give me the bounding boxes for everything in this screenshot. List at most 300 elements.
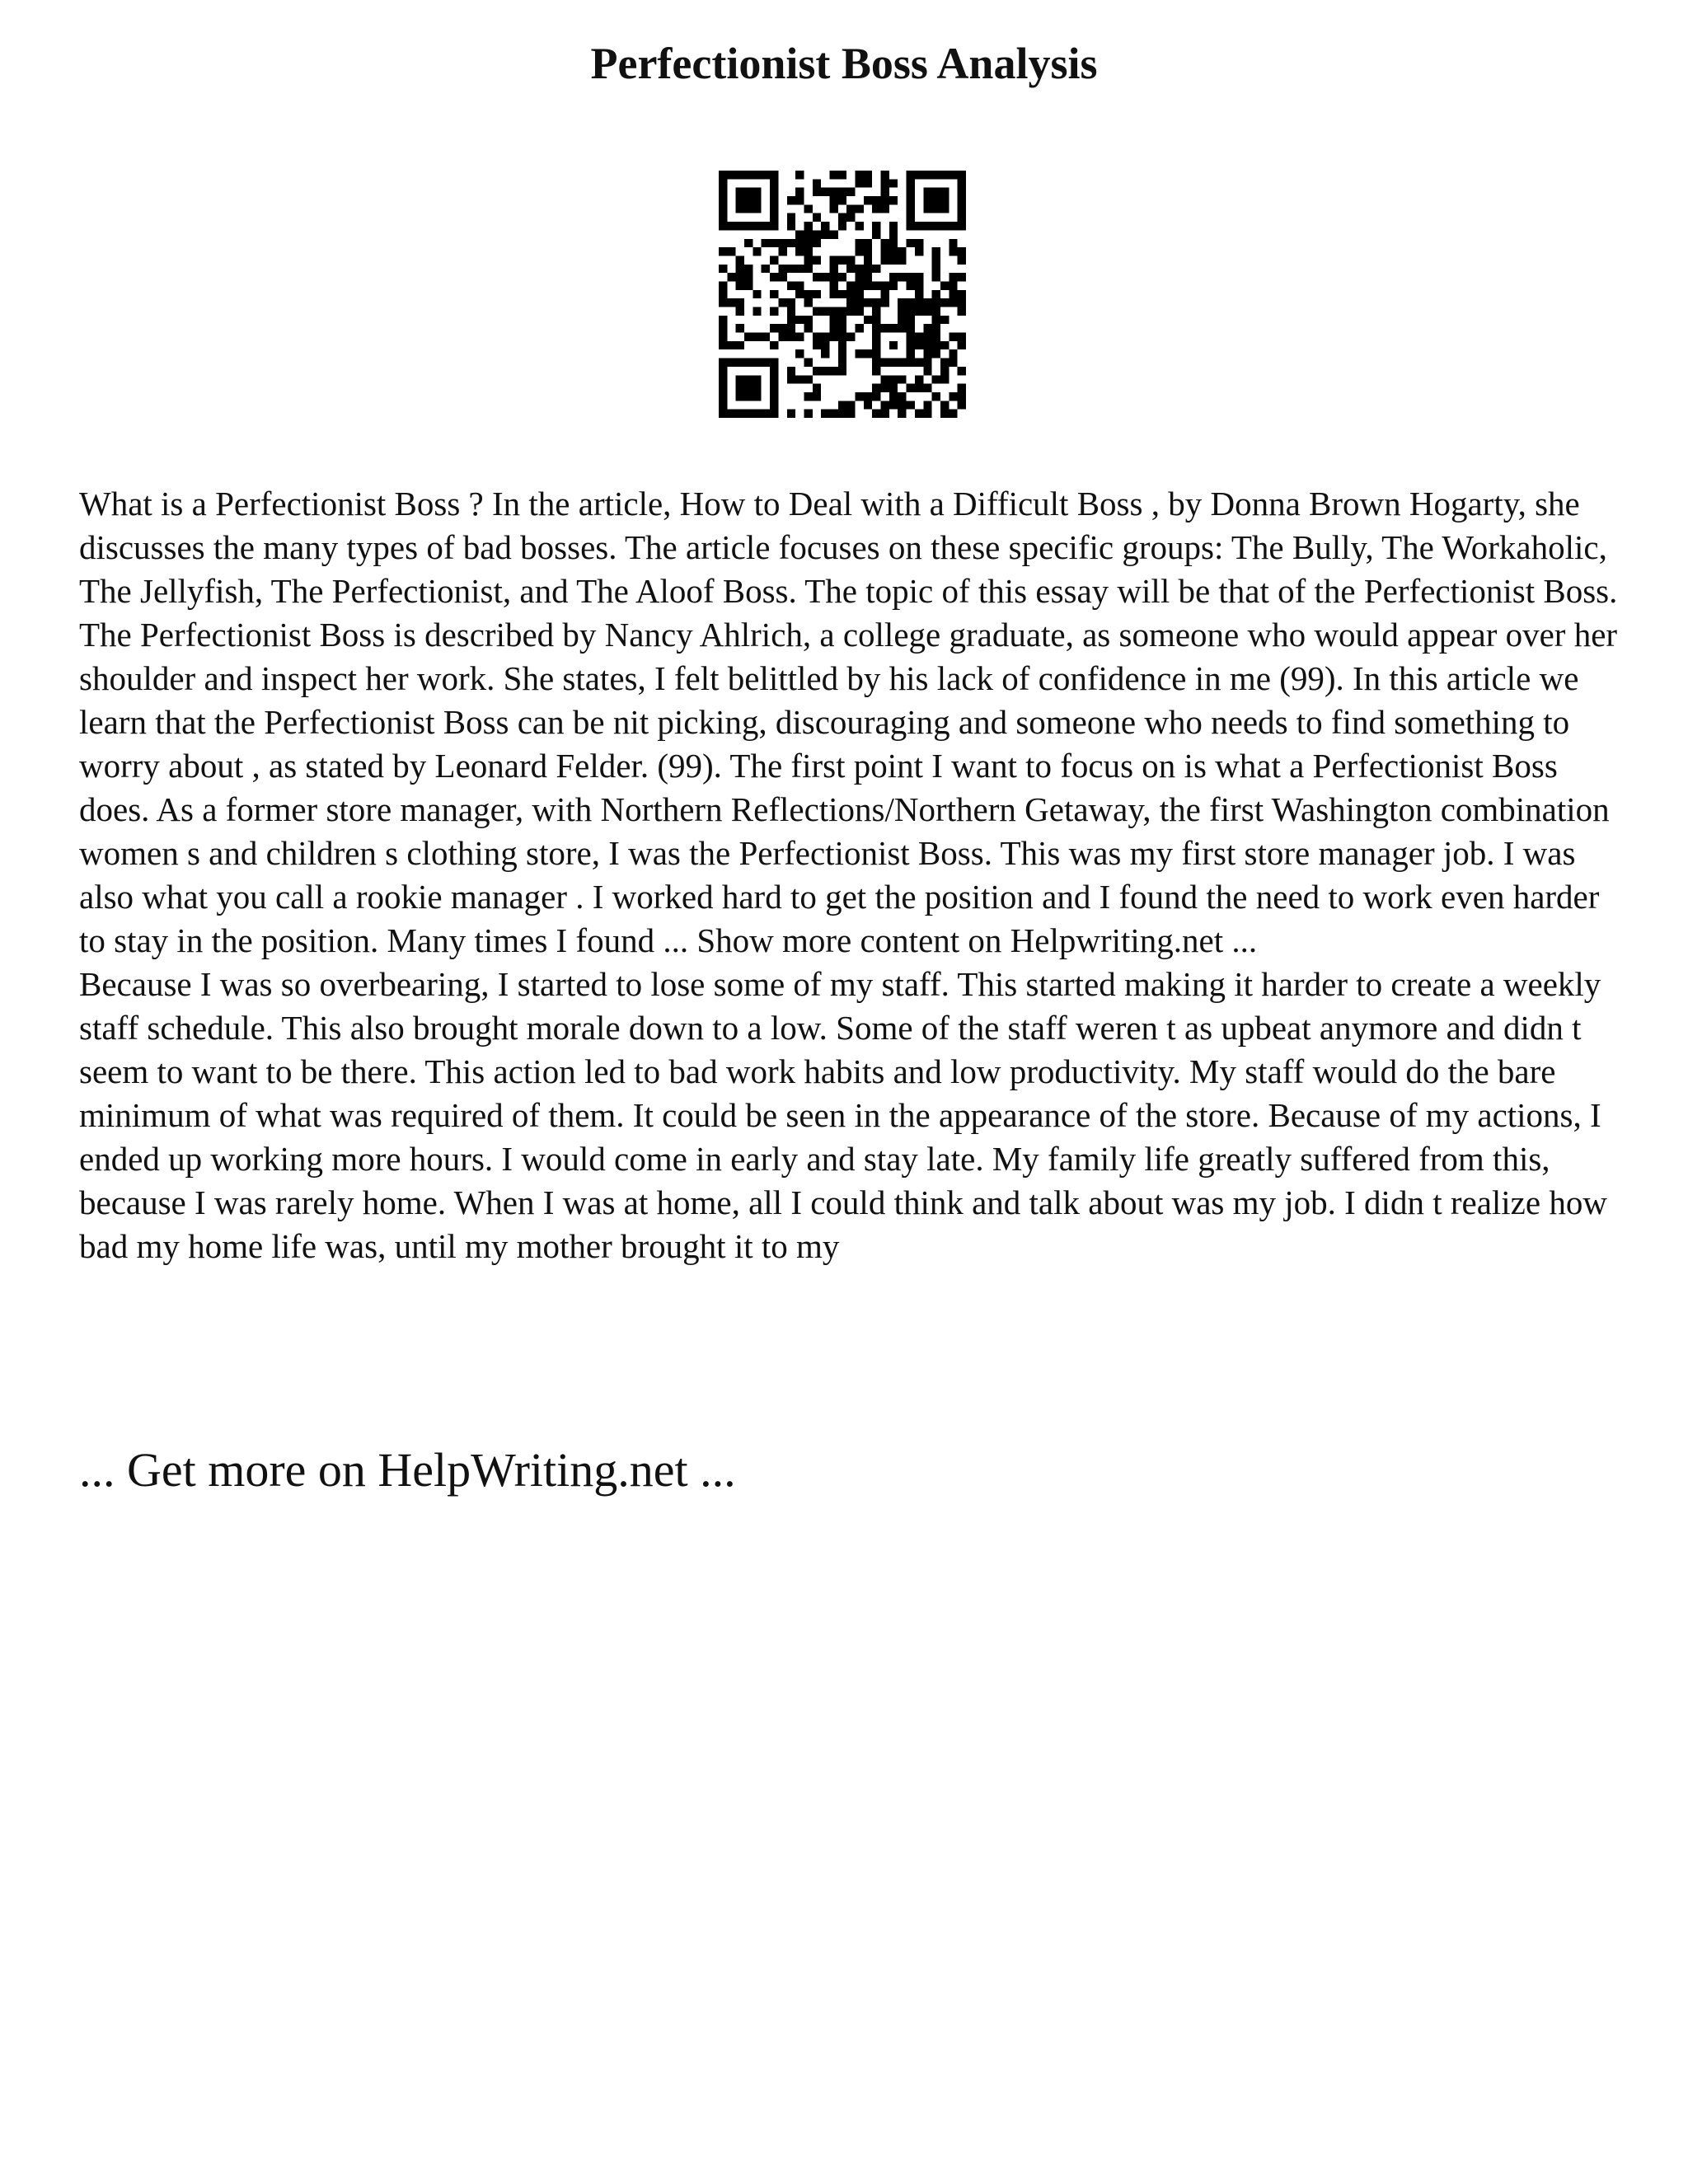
qr-module xyxy=(829,281,837,289)
qr-module xyxy=(932,298,940,307)
qr-module xyxy=(795,265,804,273)
qr-module xyxy=(932,341,940,349)
qr-module xyxy=(907,239,915,247)
qr-module xyxy=(744,196,753,204)
qr-module xyxy=(958,188,966,196)
qr-module xyxy=(838,401,846,409)
qr-module xyxy=(744,359,753,367)
qr-module xyxy=(846,307,855,316)
qr-module xyxy=(923,307,931,316)
qr-module xyxy=(940,410,949,418)
qr-code-icon xyxy=(719,171,966,418)
qr-module xyxy=(872,341,880,349)
qr-module xyxy=(932,188,940,196)
qr-module xyxy=(872,359,880,367)
qr-module xyxy=(932,290,940,298)
qr-module xyxy=(804,247,812,255)
qr-module xyxy=(753,247,761,255)
qr-module xyxy=(753,384,761,392)
qr-module xyxy=(804,204,812,213)
qr-module xyxy=(813,307,821,316)
qr-module xyxy=(864,196,872,204)
qr-module xyxy=(778,324,786,332)
qr-module xyxy=(864,171,872,179)
qr-module xyxy=(889,230,898,238)
qr-module xyxy=(770,410,778,418)
qr-module xyxy=(804,222,812,230)
qr-module xyxy=(915,333,923,341)
qr-module xyxy=(770,341,778,349)
qr-module xyxy=(838,171,846,179)
qr-module xyxy=(872,204,880,213)
qr-module xyxy=(770,179,778,187)
qr-module xyxy=(838,255,846,264)
qr-module xyxy=(881,359,889,367)
qr-module xyxy=(744,188,753,196)
qr-module xyxy=(744,171,753,179)
qr-module xyxy=(762,410,770,418)
qr-module xyxy=(719,204,727,213)
qr-module xyxy=(915,359,923,367)
qr-module xyxy=(829,367,837,375)
qr-module xyxy=(864,349,872,358)
qr-module xyxy=(889,179,898,187)
qr-module xyxy=(881,188,889,196)
qr-module xyxy=(838,213,846,222)
qr-module xyxy=(872,324,880,332)
qr-module xyxy=(915,410,923,418)
qr-module xyxy=(898,359,906,367)
qr-module xyxy=(770,255,778,264)
qr-module xyxy=(770,367,778,375)
qr-module xyxy=(719,222,727,230)
qr-module xyxy=(778,239,786,247)
qr-module xyxy=(872,307,880,316)
qr-module xyxy=(958,333,966,341)
qr-module xyxy=(856,307,864,316)
qr-module xyxy=(856,298,864,307)
qr-module xyxy=(898,307,906,316)
qr-module xyxy=(856,171,864,179)
qr-module xyxy=(838,341,846,349)
qr-module xyxy=(846,410,855,418)
qr-module xyxy=(829,188,837,196)
qr-module xyxy=(838,196,846,204)
qr-module xyxy=(958,290,966,298)
qr-module xyxy=(744,222,753,230)
qr-module xyxy=(923,324,931,332)
qr-module xyxy=(795,375,804,383)
qr-module xyxy=(753,196,761,204)
qr-module xyxy=(932,324,940,332)
qr-module xyxy=(736,171,744,179)
qr-module xyxy=(881,247,889,255)
qr-module xyxy=(932,265,940,273)
qr-module xyxy=(856,222,864,230)
qr-module xyxy=(838,324,846,332)
qr-module xyxy=(813,273,821,281)
qr-module xyxy=(804,255,812,264)
qr-module xyxy=(872,196,880,204)
qr-module xyxy=(795,188,804,196)
qr-module xyxy=(932,255,940,264)
qr-module xyxy=(821,341,829,349)
qr-module xyxy=(753,290,761,298)
qr-module xyxy=(881,239,889,247)
qr-module xyxy=(778,333,786,341)
qr-module xyxy=(829,316,837,324)
qr-module xyxy=(813,179,821,187)
qr-module xyxy=(813,188,821,196)
qr-module xyxy=(864,273,872,281)
qr-module xyxy=(770,171,778,179)
qr-module xyxy=(778,265,786,273)
qr-module xyxy=(864,255,872,264)
qr-module xyxy=(838,188,846,196)
qr-module xyxy=(949,273,957,281)
qr-module xyxy=(923,367,931,375)
qr-module xyxy=(787,316,795,324)
qr-module xyxy=(744,239,753,247)
qr-module xyxy=(762,171,770,179)
qr-module xyxy=(787,222,795,230)
qr-module xyxy=(856,247,864,255)
qr-module xyxy=(949,349,957,358)
qr-module xyxy=(804,392,812,401)
qr-module xyxy=(958,273,966,281)
qr-module xyxy=(907,213,915,222)
qr-module xyxy=(838,307,846,316)
qr-module xyxy=(872,316,880,324)
qr-module xyxy=(907,281,915,289)
qr-module xyxy=(872,281,880,289)
qr-module xyxy=(829,410,837,418)
qr-module xyxy=(719,367,727,375)
qr-module xyxy=(838,333,846,341)
qr-module xyxy=(872,384,880,392)
qr-module xyxy=(829,333,837,341)
qr-module xyxy=(787,298,795,307)
qr-module xyxy=(795,247,804,255)
qr-module xyxy=(872,392,880,401)
qr-module xyxy=(778,247,786,255)
qr-module xyxy=(932,316,940,324)
qr-module xyxy=(907,222,915,230)
qr-module xyxy=(744,410,753,418)
qr-module xyxy=(795,333,804,341)
qr-module xyxy=(727,222,735,230)
qr-module xyxy=(940,367,949,375)
qr-module xyxy=(856,239,864,247)
qr-module xyxy=(787,239,795,247)
qr-module xyxy=(864,265,872,273)
qr-module xyxy=(804,410,812,418)
qr-module xyxy=(846,281,855,289)
qr-module xyxy=(907,349,915,358)
qr-module xyxy=(821,230,829,238)
qr-module xyxy=(727,273,735,281)
qr-module xyxy=(872,367,880,375)
qr-module xyxy=(932,307,940,316)
qr-module xyxy=(907,324,915,332)
qr-module xyxy=(753,333,761,341)
qr-module xyxy=(907,298,915,307)
qr-module xyxy=(898,316,906,324)
qr-module xyxy=(770,222,778,230)
qr-module xyxy=(762,265,770,273)
qr-module xyxy=(736,392,744,401)
qr-module xyxy=(949,222,957,230)
qr-module xyxy=(753,171,761,179)
qr-module xyxy=(846,333,855,341)
qr-module xyxy=(898,273,906,281)
qr-module xyxy=(727,171,735,179)
qr-module xyxy=(719,265,727,273)
qr-module xyxy=(846,255,855,264)
qr-module xyxy=(753,410,761,418)
qr-module xyxy=(872,230,880,238)
qr-module xyxy=(940,281,949,289)
qr-module xyxy=(881,281,889,289)
qr-module xyxy=(770,273,778,281)
qr-module xyxy=(915,239,923,247)
qr-module xyxy=(719,247,727,255)
qr-module xyxy=(736,341,744,349)
qr-module xyxy=(889,273,898,281)
qr-module xyxy=(932,247,940,255)
qr-module xyxy=(864,239,872,247)
qr-module xyxy=(795,281,804,289)
qr-module xyxy=(940,298,949,307)
qr-module xyxy=(821,222,829,230)
qr-module xyxy=(787,375,795,383)
qr-module xyxy=(907,204,915,213)
qr-module xyxy=(813,255,821,264)
qr-module xyxy=(881,410,889,418)
qr-module xyxy=(881,196,889,204)
qr-module xyxy=(915,171,923,179)
qr-module xyxy=(795,196,804,204)
qr-module xyxy=(727,359,735,367)
qr-module xyxy=(872,333,880,341)
qr-module xyxy=(864,392,872,401)
qr-module xyxy=(744,392,753,401)
qr-module xyxy=(736,359,744,367)
qr-module xyxy=(856,324,864,332)
qr-module xyxy=(889,281,898,289)
qr-module xyxy=(744,384,753,392)
qr-module xyxy=(940,196,949,204)
qr-module xyxy=(881,375,889,383)
qr-module xyxy=(821,333,829,341)
qr-module xyxy=(889,359,898,367)
qr-module xyxy=(736,298,744,307)
qr-module xyxy=(838,349,846,358)
qr-module xyxy=(932,196,940,204)
qr-module xyxy=(958,171,966,179)
qr-module xyxy=(958,341,966,349)
qr-module xyxy=(762,239,770,247)
qr-module xyxy=(770,307,778,316)
qr-module xyxy=(719,316,727,324)
qr-module xyxy=(727,298,735,307)
qr-module xyxy=(838,316,846,324)
get-more-link[interactable]: ... Get more on HelpWriting.net ... xyxy=(79,1443,736,1497)
qr-module xyxy=(821,349,829,358)
qr-module xyxy=(898,324,906,332)
qr-module xyxy=(770,384,778,392)
qr-module xyxy=(778,273,786,281)
qr-module xyxy=(915,375,923,383)
qr-module xyxy=(923,196,931,204)
qr-module xyxy=(940,401,949,409)
essay-body xyxy=(79,482,1620,1268)
qr-module xyxy=(829,204,837,213)
essay-paragraph-1: What is a Perfectionist Boss ? In the article, How to Deal with a Difficult Boss , by Donna Brown Hogarty, she discusses the many types of bad bosses. The article focuses on these specific groups: The Bully, The Workaholic, The Jellyfish, The Perfectionist, and The Aloof Boss. The topic of this essay will be that of the Perfectionist Boss. The Perfectionist Boss is described by Nancy Ahlrich, a college graduate, as someone who would appear over her shoulder and inspect her work. She states, I felt belittled by his lack of confidence in me (99). In this article we learn that the Perfectionist Boss can be nit picking, discouraging and someone who needs to find something to worry about , as stated by Leonard Felder. (99). The first point I want to focus on is what a Perfectionist Boss does. As a former store manager, with Northern Reflections/Northern Getaway, the first Washington combination women s and children s clothing store, I was the Perfectionist Boss. This was my first store manager job. I was also what you call a rookie manager . I worked hard to get the position and I found the need to work even harder to stay in the position. Many times I found ... Show more content on Helpwriting.net ... xyxy=(79,485,1618,959)
qr-module xyxy=(787,265,795,273)
qr-module xyxy=(804,290,812,298)
qr-module xyxy=(795,290,804,298)
qr-module xyxy=(856,281,864,289)
qr-module xyxy=(881,179,889,187)
qr-module xyxy=(719,324,727,332)
qr-module xyxy=(958,179,966,187)
qr-module xyxy=(787,333,795,341)
qr-module xyxy=(719,281,727,289)
qr-module xyxy=(753,392,761,401)
qr-module xyxy=(778,298,786,307)
qr-module xyxy=(838,367,846,375)
qr-module xyxy=(838,273,846,281)
qr-module xyxy=(949,359,957,367)
qr-module xyxy=(932,204,940,213)
qr-module xyxy=(829,324,837,332)
qr-module xyxy=(889,384,898,392)
qr-module xyxy=(915,222,923,230)
qr-module xyxy=(856,290,864,298)
qr-module xyxy=(727,341,735,349)
qr-module xyxy=(889,324,898,332)
qr-module xyxy=(829,307,837,316)
qr-module xyxy=(907,179,915,187)
qr-module xyxy=(821,273,829,281)
qr-module xyxy=(770,359,778,367)
qr-module xyxy=(787,307,795,316)
qr-module xyxy=(958,298,966,307)
qr-module xyxy=(770,204,778,213)
qr-module xyxy=(949,290,957,298)
qr-module xyxy=(829,265,837,273)
qr-module xyxy=(829,171,837,179)
qr-module xyxy=(864,316,872,324)
qr-module xyxy=(932,333,940,341)
qr-module xyxy=(915,281,923,289)
qr-module xyxy=(889,401,898,409)
qr-module xyxy=(856,179,864,187)
qr-module xyxy=(719,384,727,392)
qr-module xyxy=(719,171,727,179)
qr-module xyxy=(881,255,889,264)
qr-module xyxy=(719,375,727,383)
qr-module xyxy=(736,307,744,316)
qr-module xyxy=(719,290,727,298)
qr-module xyxy=(940,171,949,179)
qr-module xyxy=(907,341,915,349)
qr-module xyxy=(804,375,812,383)
qr-module xyxy=(736,196,744,204)
qr-module xyxy=(795,316,804,324)
qr-module xyxy=(907,316,915,324)
qr-module xyxy=(719,213,727,222)
qr-module xyxy=(958,247,966,255)
qr-module xyxy=(736,273,744,281)
qr-module xyxy=(898,410,906,418)
qr-module xyxy=(923,204,931,213)
qr-module xyxy=(753,222,761,230)
qr-module xyxy=(787,324,795,332)
qr-module xyxy=(804,324,812,332)
qr-module xyxy=(940,188,949,196)
qr-module xyxy=(958,401,966,409)
qr-module xyxy=(915,384,923,392)
qr-module xyxy=(932,375,940,383)
qr-module xyxy=(753,307,761,316)
qr-module xyxy=(804,230,812,238)
qr-module xyxy=(898,298,906,307)
qr-module xyxy=(795,349,804,358)
qr-module xyxy=(940,341,949,349)
qr-module xyxy=(795,239,804,247)
qr-module xyxy=(958,367,966,375)
qr-module xyxy=(889,341,898,349)
qr-module xyxy=(770,188,778,196)
qr-module xyxy=(804,298,812,307)
qr-module xyxy=(762,222,770,230)
qr-module xyxy=(949,239,957,247)
qr-module xyxy=(907,171,915,179)
qr-module xyxy=(736,410,744,418)
qr-module xyxy=(856,392,864,401)
qr-module xyxy=(787,196,795,204)
qr-module xyxy=(804,359,812,367)
qr-module xyxy=(889,196,898,204)
qr-module xyxy=(864,298,872,307)
qr-module xyxy=(813,367,821,375)
qr-module xyxy=(923,359,931,367)
qr-module xyxy=(949,298,957,307)
qr-module xyxy=(949,171,957,179)
qr-module xyxy=(898,392,906,401)
qr-module xyxy=(949,281,957,289)
qr-module xyxy=(753,188,761,196)
qr-module xyxy=(736,222,744,230)
qr-module xyxy=(856,265,864,273)
qr-module xyxy=(762,359,770,367)
qr-module xyxy=(864,179,872,187)
qr-module xyxy=(727,410,735,418)
qr-module xyxy=(846,188,855,196)
qr-module xyxy=(821,410,829,418)
qr-module xyxy=(958,255,966,264)
qr-module xyxy=(744,375,753,383)
qr-module xyxy=(872,410,880,418)
qr-module xyxy=(958,196,966,204)
qr-module xyxy=(923,188,931,196)
qr-module xyxy=(829,290,837,298)
qr-module xyxy=(881,401,889,409)
qr-module xyxy=(744,273,753,281)
qr-module xyxy=(881,298,889,307)
